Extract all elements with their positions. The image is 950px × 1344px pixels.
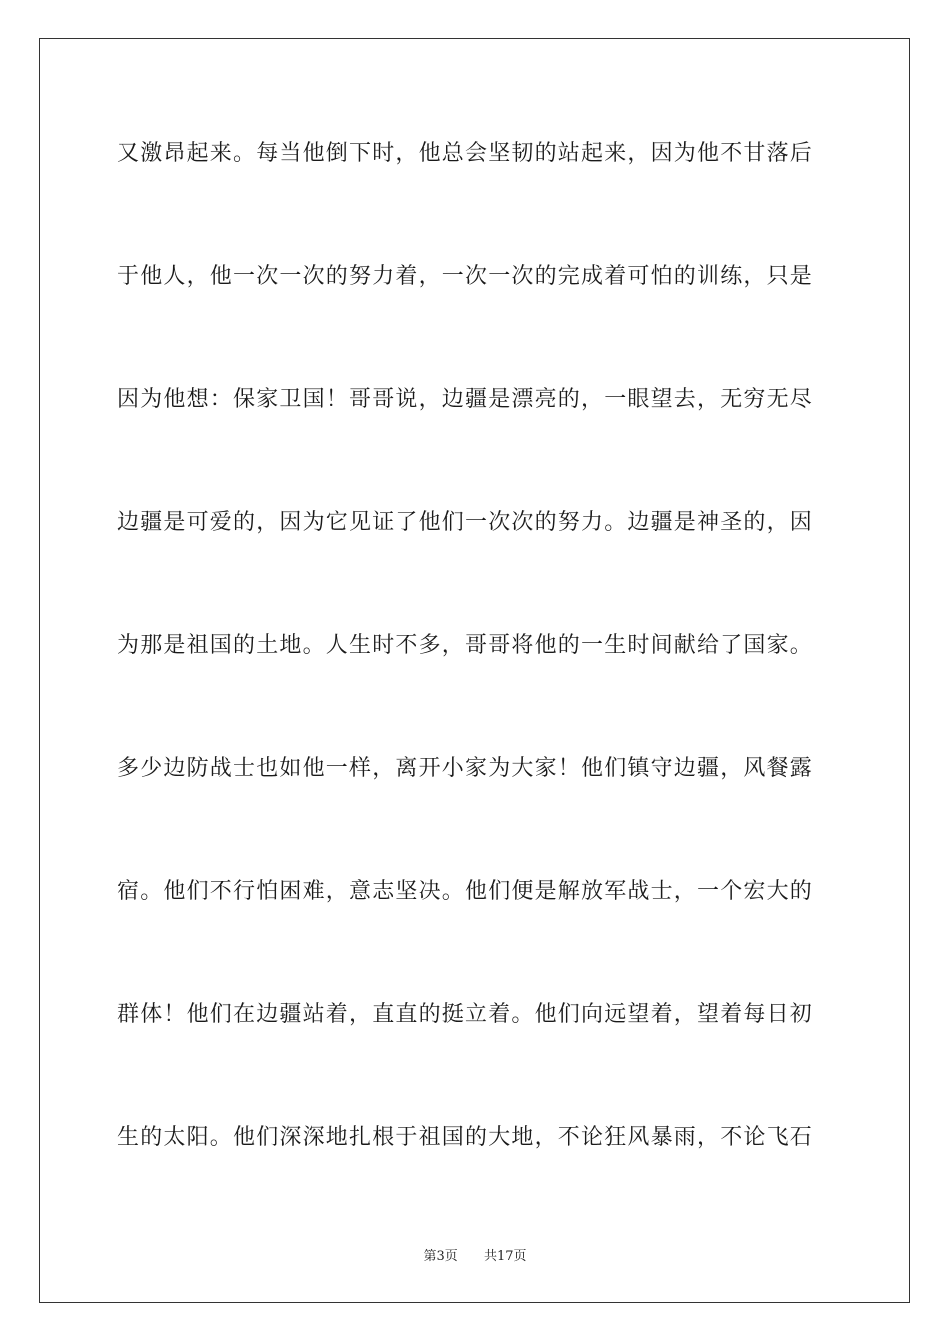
text-line: 生的太阳。他们深深地扎根于祖国的大地，不论狂风暴雨，不论飞石: [117, 1125, 814, 1150]
page-footer: [0, 1245, 950, 1264]
text-line: 因为他想：保家卫国！哥哥说，边疆是漂亮的，一眼望去，无穷无尽: [117, 387, 814, 412]
body-text: [117, 126, 833, 1233]
text-line: 为那是祖国的土地。人生时不多，哥哥将他的一生时间献给了国家。: [117, 633, 814, 658]
total-page-count: 共17页: [484, 1249, 527, 1264]
text-line: 又激昂起来。每当他倒下时，他总会坚韧的站起来，因为他不甘落后: [117, 141, 814, 166]
text-line: 宿。他们不行怕困难，意志坚决。他们便是解放军战士，一个宏大的: [117, 879, 814, 904]
current-page-number: 第3页: [423, 1249, 458, 1264]
text-line: 于他人，他一次一次的努力着，一次一次的完成着可怕的训练，只是: [117, 264, 814, 289]
text-line: 多少边防战士也如他一样，离开小家为大家！他们镇守边疆，风餐露: [117, 756, 814, 781]
text-line: 群体！他们在边疆站着，直直的挺立着。他们向远望着，望着每日初: [117, 1002, 814, 1027]
text-line: 边疆是可爱的，因为它见证了他们一次次的努力。边疆是神圣的，因: [117, 510, 814, 535]
